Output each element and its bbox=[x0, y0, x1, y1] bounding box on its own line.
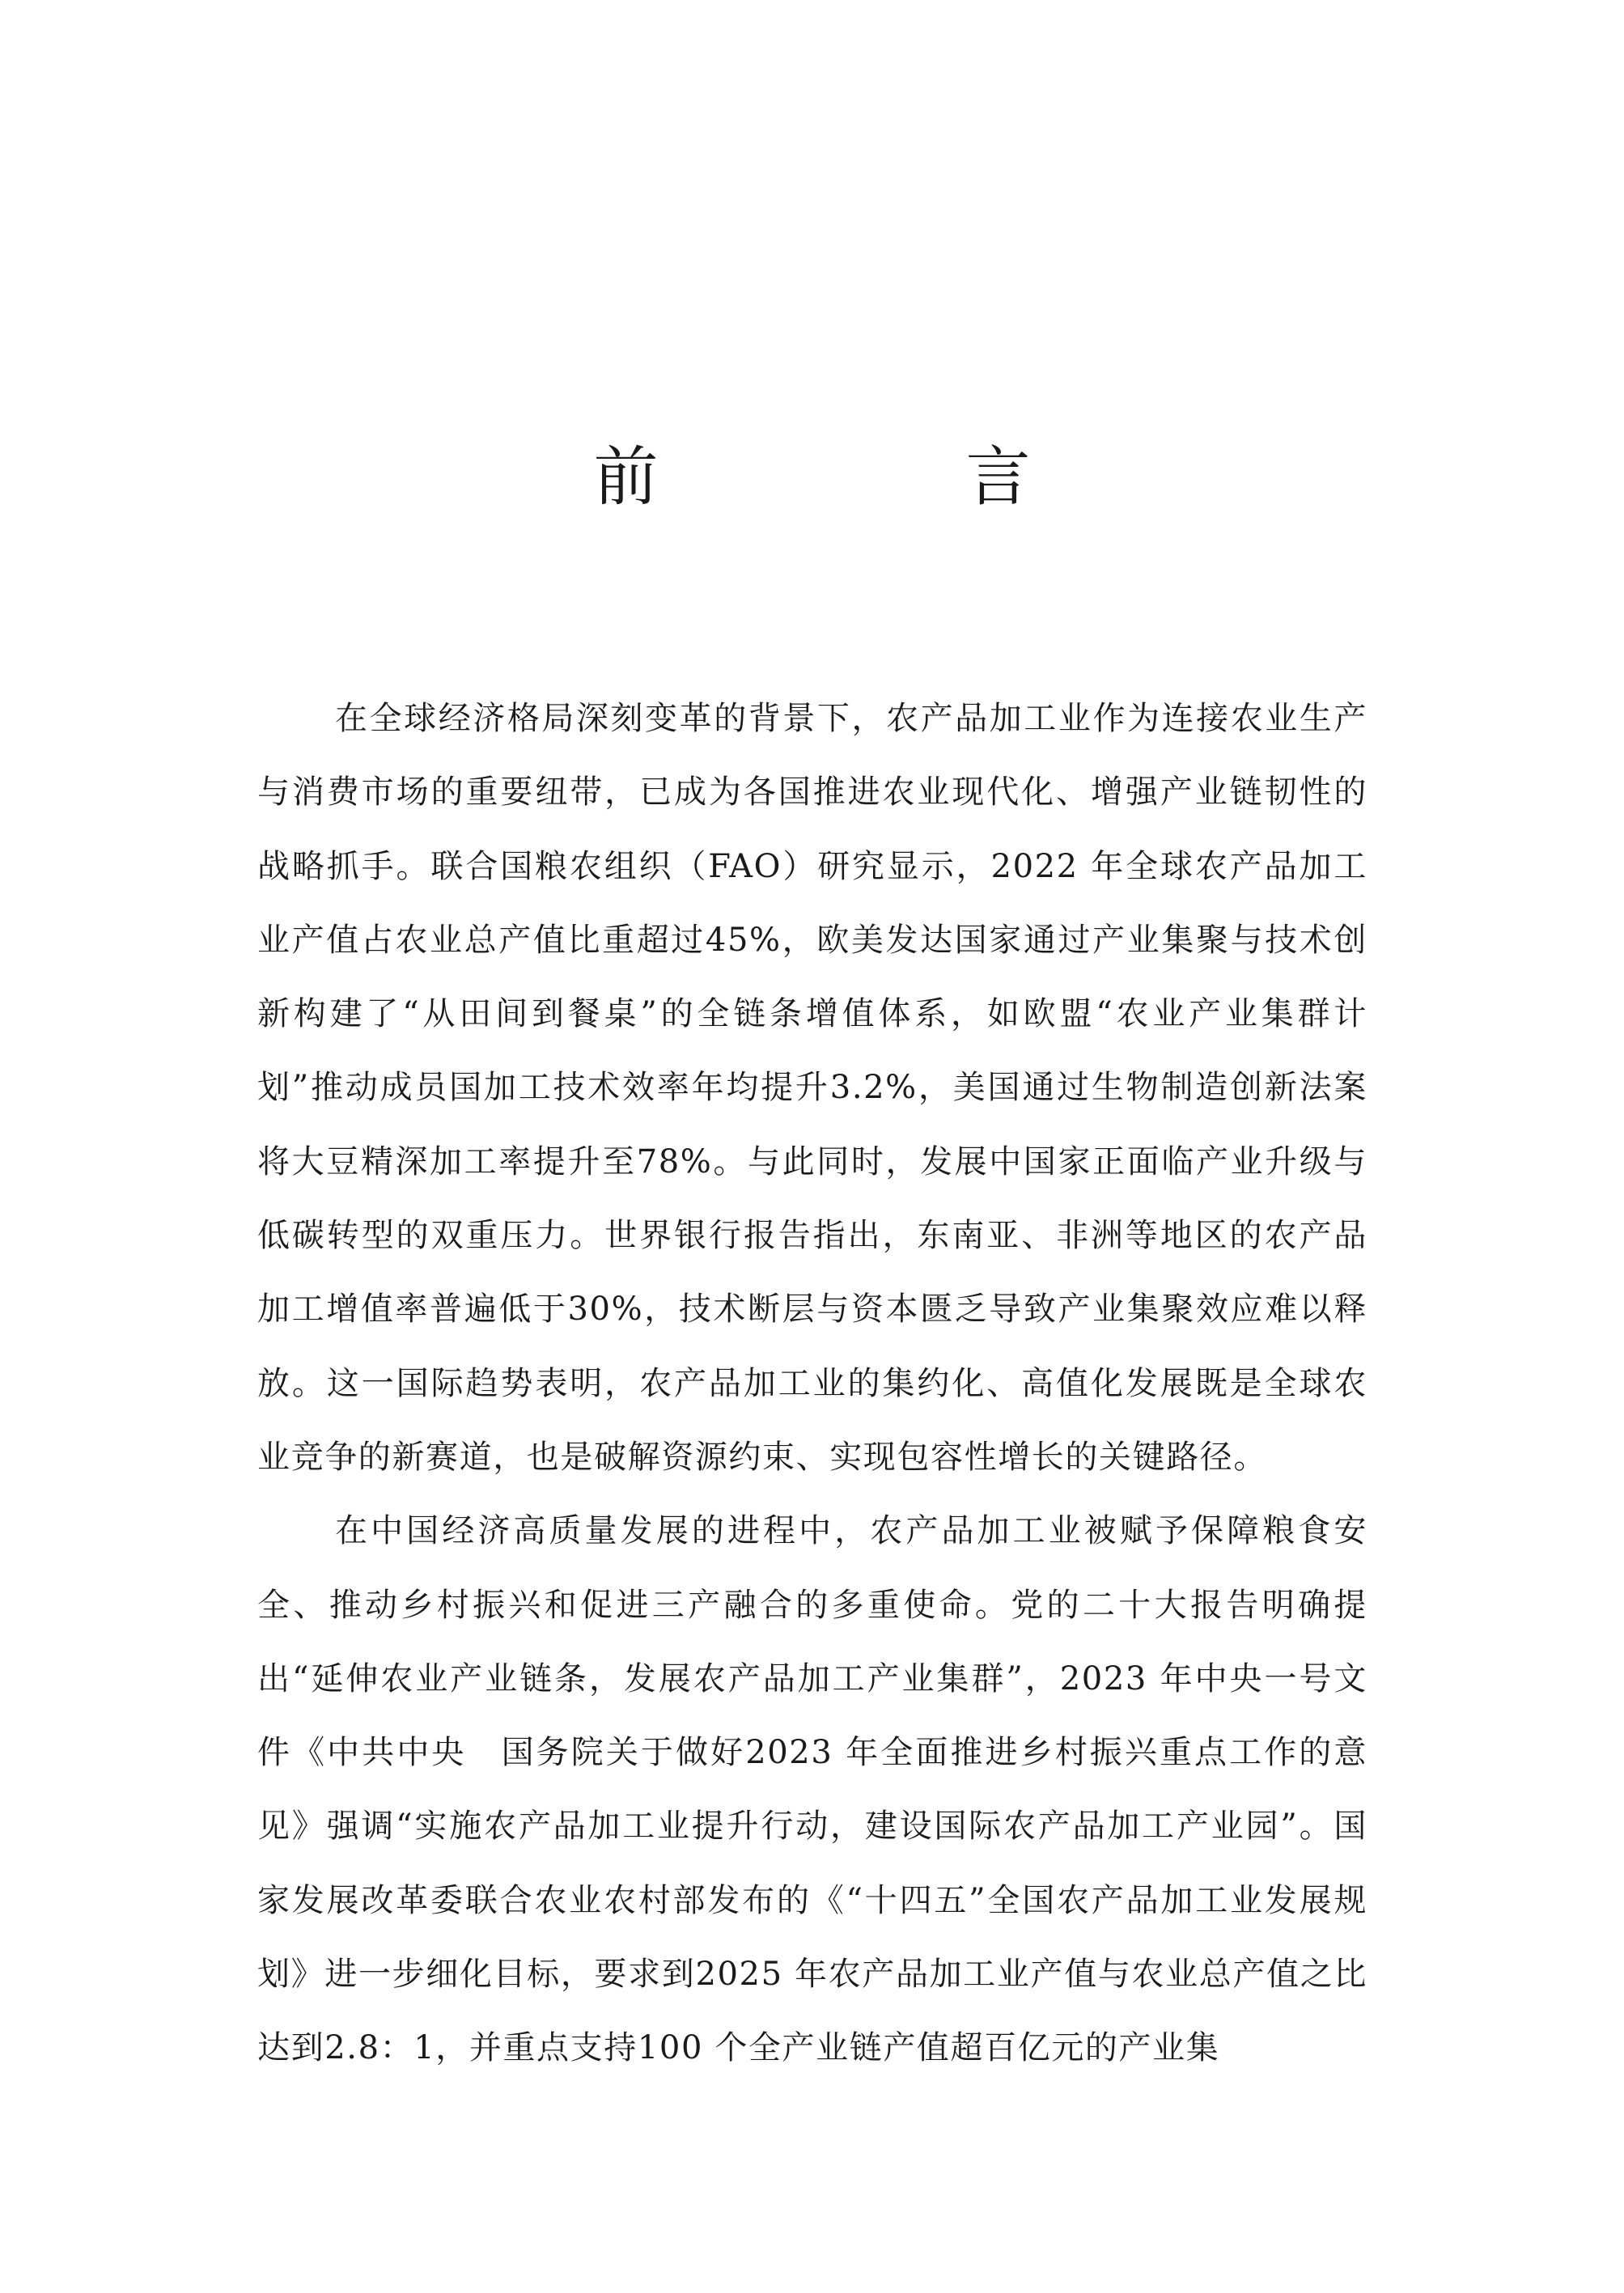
page-title: 前 言 bbox=[593, 439, 1152, 515]
paragraph-1: 在全球经济格局深刻变革的背景下，农产品加工业作为连接农业生产与消费市场的重要纽带，已成为各国推进农业现代化、增强产业链韧性的战略抓手。联合国粮农组织（FAO）研究显示，2022 年全球农产品加工业产值占农业总产值比重超过45%，欧美发达国家通过产业集聚与技术创新构建了“从田间到餐桌”的全链条增值体系，如欧盟“农业产业集群计划”推动成员国加工技术效率年均提升3.2%，美国通过生物制造创新法案将大豆精深加工率提升至78%。与此同时，发展中国家正面临产业升级与低碳转型的双重压力。世界银行报告指出，东南亚、非洲等地区的农产品加工增值率普遍低于30%，技术断层与资本匮乏导致产业集聚效应难以释放。这一国际趋势表明，农产品加工业的集约化、高值化发展既是全球农业竞争的新赛道，也是破解资源约束、实现包容性增长的关键路径。 bbox=[257, 700, 1367, 1476]
paragraph-2: 在中国经济高质量发展的进程中，农产品加工业被赋予保障粮食安全、推动乡村振兴和促进三产融合的多重使命。党的二十大报告明确提出“延伸农业产业链条，发展农产品加工产业集群”，2023 年中央一号文件《中共中央 国务院关于做好2023 年全面推进乡村振兴重点工作的意见》强调“实施农产品加工业提升行动，建设国际农产品加工产业园”。国家发展改革委联合农业农村部发布的《“十四五”全国农产品加工业发展规划》进一步细化目标，要求到2025 年农产品加工业产值与农业总产值之比达到2.8：1，并重点支持100 个全产业链产值超百亿元的产业集 bbox=[257, 1512, 1367, 2067]
body-text bbox=[257, 682, 1367, 2086]
